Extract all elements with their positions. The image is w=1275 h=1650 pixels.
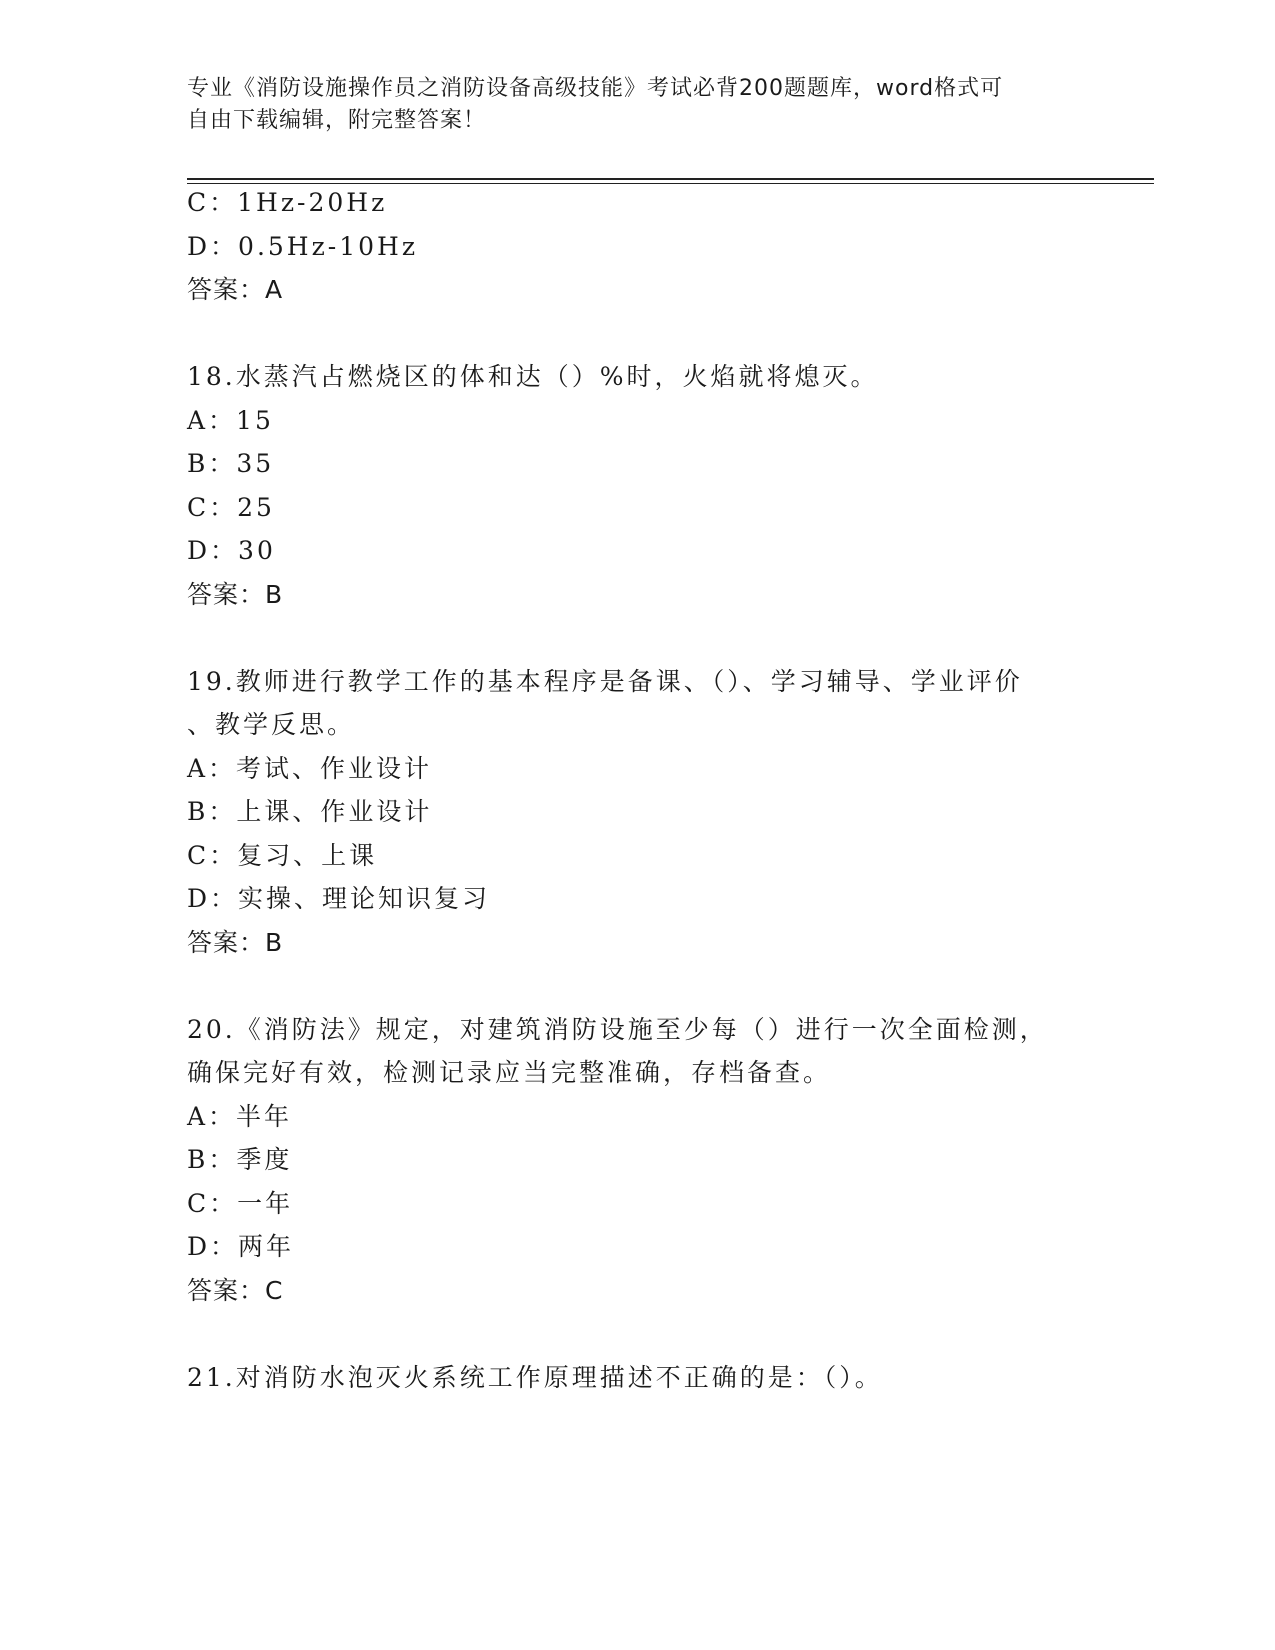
q18-stem: 18.水蒸汽占燃烧区的体和达（）%时，火焰就将熄灭。: [187, 362, 879, 391]
header-divider: [187, 178, 1154, 184]
q19-stem-line-1: 19.教师进行教学工作的基本程序是备课、（）、学习辅导、学业评价: [187, 667, 1023, 696]
q18-option-d: D：30: [187, 536, 276, 565]
header-title-line-1: 专业《消防设施操作员之消防设备高级技能》考试必背200题题库，word格式可: [187, 76, 1004, 101]
q19-option-c: C：复习、上课: [187, 841, 378, 870]
q19-stem-line-2: 、教学反思。: [187, 710, 356, 739]
q18-option-c: C：25: [187, 493, 275, 522]
document-header: [187, 73, 1087, 137]
q18-option-b: B：35: [187, 449, 275, 478]
q18-option-a: A：15: [187, 406, 274, 435]
q17-answer: 答案：A: [187, 275, 284, 304]
q18-answer: 答案：B: [187, 580, 284, 609]
q20-stem-line-2: 确保完好有效，检测记录应当完整准确，存档备查。: [187, 1058, 832, 1087]
q20-answer: 答案：C: [187, 1276, 284, 1305]
q21-stem: 21.对消防水泡灭火系统工作原理描述不正确的是：（）。: [187, 1363, 883, 1392]
q17-option-d: D：0.5Hz-10Hz: [187, 232, 419, 261]
q20-option-d: D：两年: [187, 1232, 295, 1261]
q19-option-a: A：考试、作业设计: [187, 754, 433, 783]
q19-answer: 答案：B: [187, 928, 284, 957]
q19-option-d: D：实操、理论知识复习: [187, 884, 491, 913]
q19-option-b: B：上课、作业设计: [187, 797, 433, 826]
q20-stem-line-1: 20.《消防法》规定，对建筑消防设施至少每（）进行一次全面检测，: [187, 1015, 1048, 1044]
header-title-line-2: 自由下载编辑，附完整答案！: [187, 108, 487, 133]
q20-option-c: C：一年: [187, 1189, 294, 1218]
q17-option-c: C：1Hz-20Hz: [187, 188, 388, 217]
q20-option-a: A：半年: [187, 1102, 293, 1131]
q20-option-b: B：季度: [187, 1145, 293, 1174]
